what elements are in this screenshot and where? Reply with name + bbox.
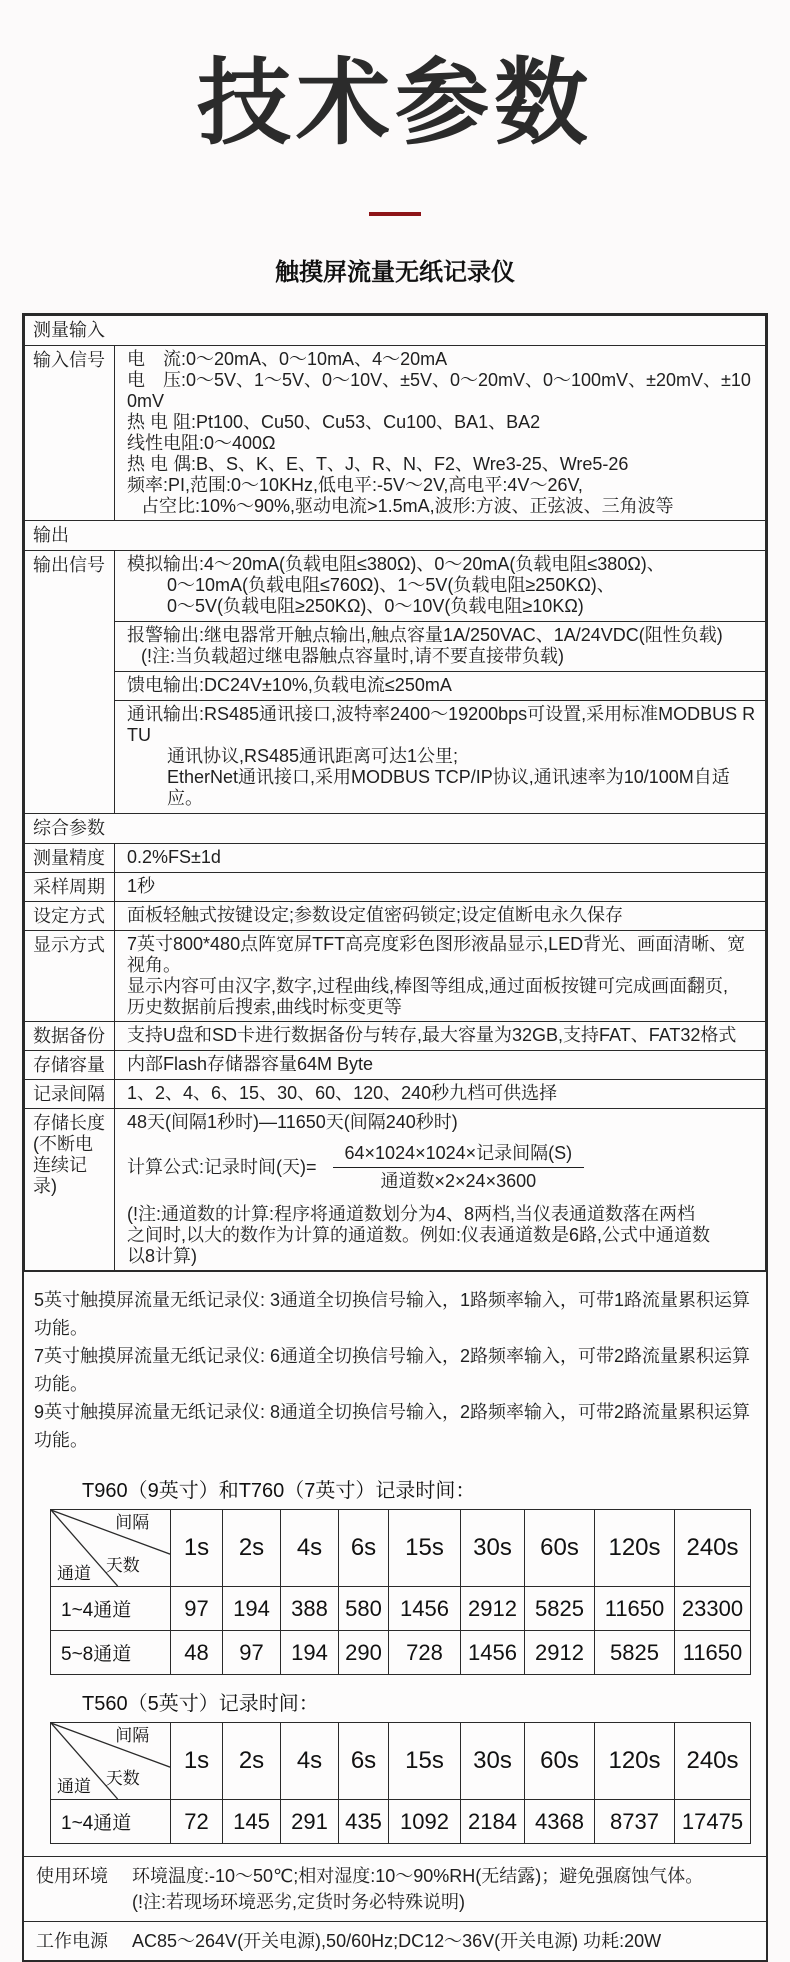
spec-label: 输出信号 [25, 551, 115, 814]
value-line: (!注:通道数的计算:程序将通道数划分为4、8两档,当仪表通道数落在两档 [127, 1204, 696, 1224]
interval-header-cell: 2s [223, 1723, 281, 1800]
storage-range: 48天(间隔1秒时)—11650天(间隔240秒时) [127, 1112, 458, 1132]
row-backup [25, 1022, 766, 1051]
interval-header-cell: 15s [389, 1510, 461, 1587]
record-value-cell: 17475 [675, 1800, 751, 1844]
section-row-measure-input [25, 316, 766, 346]
value-line: 热 电 阻:Pt100、Cu50、Cu53、Cu100、BA1、BA2 [127, 412, 541, 432]
corner-label-interval: 间隔 [115, 1513, 150, 1532]
value-line: 模拟输出:4～20mA(负载电阻≤380Ω)、0～20mA(负载电阻≤380Ω)、 [127, 554, 665, 574]
section-label: 输出 [25, 521, 766, 551]
spec-value: 1、2、4、6、15、30、60、120、240秒九档可供选择 [115, 1080, 766, 1109]
value-line: 之间时,以大的数作为计算的通道数。例如:仪表通道数是6路,公式中通道数 [127, 1225, 711, 1245]
diagonal-corner-cell [51, 1723, 171, 1800]
interval-header-cell: 60s [525, 1723, 595, 1800]
label-line: 连续记录) [33, 1155, 87, 1196]
record-value-cell: 11650 [675, 1631, 751, 1675]
record-value-cell: 194 [281, 1631, 339, 1675]
interval-header-cell: 240s [675, 1510, 751, 1587]
record-value-cell: 1456 [461, 1631, 525, 1675]
value-line: (!注:若现场环境恶劣,定货时务必特殊说明) [132, 1892, 465, 1912]
channel-label-cell: 1~4通道 [51, 1800, 171, 1844]
section-label: 测量输入 [25, 316, 766, 346]
record-value-cell: 1092 [389, 1800, 461, 1844]
spec-value: 1秒 [115, 873, 766, 902]
spec-value: 支持U盘和SD卡进行数据备份与转存,最大容量为32GB,支持FAT、FAT32格式 [115, 1022, 766, 1051]
corner-label-channel: 通道 [57, 1777, 91, 1796]
interval-header-cell: 60s [525, 1510, 595, 1587]
label-line: 存储长度 [33, 1113, 105, 1133]
record-table-t960-t760 [50, 1509, 751, 1675]
record-table-title-t960-t760: T960（9英寸）和T760（7英寸）记录时间： [82, 1480, 476, 1502]
spec-box [22, 313, 768, 1962]
record-value-cell: 8737 [595, 1800, 675, 1844]
spec-label: 测量精度 [25, 844, 115, 873]
interval-header-cell: 120s [595, 1723, 675, 1800]
value-line: 通讯输出:RS485通讯接口,波特率2400～19200bps可设置,采用标准MODBUS RTU [127, 704, 756, 745]
value-line: 占空比:10%～90%,驱动电流>1.5mA,波形:方波、正弦波、三角波等 [141, 496, 674, 516]
page-title: 技术参数 [196, 50, 593, 155]
interval-header-cell: 240s [675, 1723, 751, 1800]
record-value-cell: 4368 [525, 1800, 595, 1844]
record-row-1-4 [51, 1800, 751, 1844]
interval-header-cell: 120s [595, 1510, 675, 1587]
model-line-7inch: 7英寸触摸屏流量无纸记录仪: 6通道全切换信号输入，2路频率输入，可带2路流量累积运算功能。 [34, 1346, 751, 1394]
value-line: 馈电输出:DC24V±10%,负载电流≤250mA [127, 675, 452, 695]
record-value-cell: 728 [389, 1631, 461, 1675]
interval-header-cell: 15s [389, 1723, 461, 1800]
row-capacity [25, 1051, 766, 1080]
power-label: 工作电源 [36, 1931, 108, 1951]
record-value-cell: 145 [223, 1800, 281, 1844]
record-table-header [51, 1723, 751, 1800]
corner-label-interval: 间隔 [115, 1726, 150, 1745]
formula-numerator: 64×1024×1024×记录间隔(S) [333, 1143, 585, 1168]
output-block-comm [115, 700, 765, 813]
value-line: 历史数据前后搜索,曲线时标变更等 [127, 997, 402, 1017]
interval-header-cell: 4s [281, 1510, 339, 1587]
value-line: 0～5V(负载电阻≥250KΩ)、0～10V(负载电阻≥10KΩ) [167, 596, 584, 616]
row-output-signal [25, 551, 766, 814]
record-value-cell: 2912 [461, 1587, 525, 1631]
value-line: (!注:当负载超过继电器触点容量时,请不要直接带负载) [141, 646, 564, 666]
record-value-cell: 11650 [595, 1587, 675, 1631]
value-line: 环境温度:-10～50℃;相对湿度:10～90%RH(无结露)；避免强腐蚀气体。 [132, 1866, 704, 1886]
environment-label: 使用环境 [36, 1866, 108, 1886]
record-table-title-t560: T560（5英寸）记录时间： [82, 1693, 319, 1715]
spec-label: 输入信号 [25, 346, 115, 521]
record-value-cell: 97 [171, 1587, 223, 1631]
label-line: (不断电 [33, 1134, 93, 1154]
row-accuracy [25, 844, 766, 873]
record-value-cell: 290 [339, 1631, 389, 1675]
interval-header-cell: 30s [461, 1723, 525, 1800]
spec-label: 采样周期 [25, 873, 115, 902]
record-value-cell: 2184 [461, 1800, 525, 1844]
interval-header-cell: 1s [171, 1723, 223, 1800]
value-line: 频率:PI,范围:0～10KHz,低电平:-5V～2V,高电平:4V～26V, [127, 475, 583, 495]
output-block-analog [115, 551, 765, 621]
record-value-cell: 1456 [389, 1587, 461, 1631]
record-value-cell: 580 [339, 1587, 389, 1631]
value-line: 线性电阻:0～400Ω [127, 433, 276, 453]
value-line: 显示内容可由汉字,数字,过程曲线,棒图等组成,通过面板按键可完成画面翻页, [127, 976, 729, 996]
record-value-cell: 2912 [525, 1631, 595, 1675]
environment-value [132, 1863, 758, 1915]
interval-header-cell: 4s [281, 1723, 339, 1800]
spec-table [24, 315, 766, 1271]
value-line: 0～10mA(负载电阻≤760Ω)、1～5V(负载电阻≥250KΩ)、 [167, 575, 615, 595]
record-row-5-8 [51, 1631, 751, 1675]
output-block-alarm [115, 621, 765, 671]
model-notes [24, 1271, 766, 1462]
spec-label: 设定方式 [25, 902, 115, 931]
page [0, 48, 790, 1962]
section-label: 综合参数 [25, 814, 766, 844]
record-table-t560 [50, 1722, 751, 1844]
accent-dash [369, 212, 421, 216]
corner-label-days: 天数 [105, 1769, 140, 1788]
value-line: 通讯协议,RS485通讯距离可达1公里; [167, 746, 459, 766]
environment-row [24, 1856, 766, 1921]
spec-label [25, 1109, 115, 1271]
value-line: 报警输出:继电器常开触点输出,触点容量1A/250VAC、1A/24VDC(阻性负载) [127, 625, 723, 645]
record-value-cell: 5825 [525, 1587, 595, 1631]
formula-prefix: 计算公式:记录时间(天)= [127, 1157, 317, 1177]
row-display [25, 931, 766, 1022]
product-subtitle: 触摸屏流量无纸记录仪 [275, 259, 515, 286]
storage-note [127, 1204, 759, 1267]
value-line: 电 流:0～20mA、0～10mA、4～20mA [127, 349, 448, 369]
row-sampling [25, 873, 766, 902]
value-line: 以8计算) [127, 1246, 198, 1266]
record-value-cell: 97 [223, 1631, 281, 1675]
corner-label-days: 天数 [105, 1556, 140, 1575]
output-block-feed [115, 671, 765, 700]
spec-value [115, 1109, 766, 1271]
spec-value [115, 931, 766, 1022]
record-value-cell: 72 [171, 1800, 223, 1844]
record-value-cell: 5825 [595, 1631, 675, 1675]
storage-formula [127, 1143, 759, 1192]
value-line: EtherNet通讯接口,采用MODBUS TCP/IP协议,通讯速率为10/100M自适应。 [167, 767, 730, 808]
row-setting [25, 902, 766, 931]
spec-label: 数据备份 [25, 1022, 115, 1051]
channel-label-cell: 1~4通道 [51, 1587, 171, 1631]
section-row-general [25, 814, 766, 844]
spec-value [115, 346, 766, 521]
channel-label-cell: 5~8通道 [51, 1631, 171, 1675]
value-line: 热 电 偶:B、S、K、E、T、J、R、N、F2、Wre3-25、Wre5-26 [127, 454, 629, 474]
spec-label: 存储容量 [25, 1051, 115, 1080]
record-row-1-4 [51, 1587, 751, 1631]
section-row-output [25, 521, 766, 551]
record-value-cell: 23300 [675, 1587, 751, 1631]
spec-label: 记录间隔 [25, 1080, 115, 1109]
value-line: 7英寸800*480点阵宽屏TFT高亮度彩色图形液晶显示,LED背光、画面清晰、宽视角。 [127, 934, 746, 975]
interval-header-cell: 30s [461, 1510, 525, 1587]
value-line: 电 压:0～5V、1～5V、0～10V、±5V、0～20mV、0～100mV、±20mV、±100mV [127, 370, 751, 411]
power-row [24, 1921, 766, 1960]
record-value-cell: 388 [281, 1587, 339, 1631]
spec-value: 0.2%FS±1d [115, 844, 766, 873]
spec-value: 面板轻触式按键设定;参数设定值密码锁定;设定值断电永久保存 [115, 902, 766, 931]
record-table-header [51, 1510, 751, 1587]
record-value-cell: 194 [223, 1587, 281, 1631]
interval-header-cell: 6s [339, 1510, 389, 1587]
row-input-signal [25, 346, 766, 521]
interval-header-cell: 2s [223, 1510, 281, 1587]
model-line-9inch: 9英寸触摸屏流量无纸记录仪: 8通道全切换信号输入，2路频率输入，可带2路流量累积运算功能。 [34, 1402, 751, 1450]
spec-value: 内部Flash存储器容量64M Byte [115, 1051, 766, 1080]
record-value-cell: 435 [339, 1800, 389, 1844]
power-value: AC85～264V(开关电源),50/60Hz;DC12～36V(开关电源) 功耗:20W [132, 1931, 662, 1951]
spec-label: 显示方式 [25, 931, 115, 1022]
spec-value [115, 551, 766, 814]
model-line-5inch: 5英寸触摸屏流量无纸记录仪: 3通道全切换信号输入，1路频率输入，可带1路流量累积运算功能。 [34, 1290, 751, 1338]
row-storage-length [25, 1109, 766, 1271]
formula-fraction [333, 1143, 585, 1192]
record-value-cell: 291 [281, 1800, 339, 1844]
corner-label-channel: 通道 [57, 1564, 91, 1583]
interval-header-cell: 6s [339, 1723, 389, 1800]
row-interval [25, 1080, 766, 1109]
formula-denominator: 通道数×2×24×3600 [380, 1171, 537, 1191]
interval-header-cell: 1s [171, 1510, 223, 1587]
diagonal-corner-cell [51, 1510, 171, 1587]
record-value-cell: 48 [171, 1631, 223, 1675]
